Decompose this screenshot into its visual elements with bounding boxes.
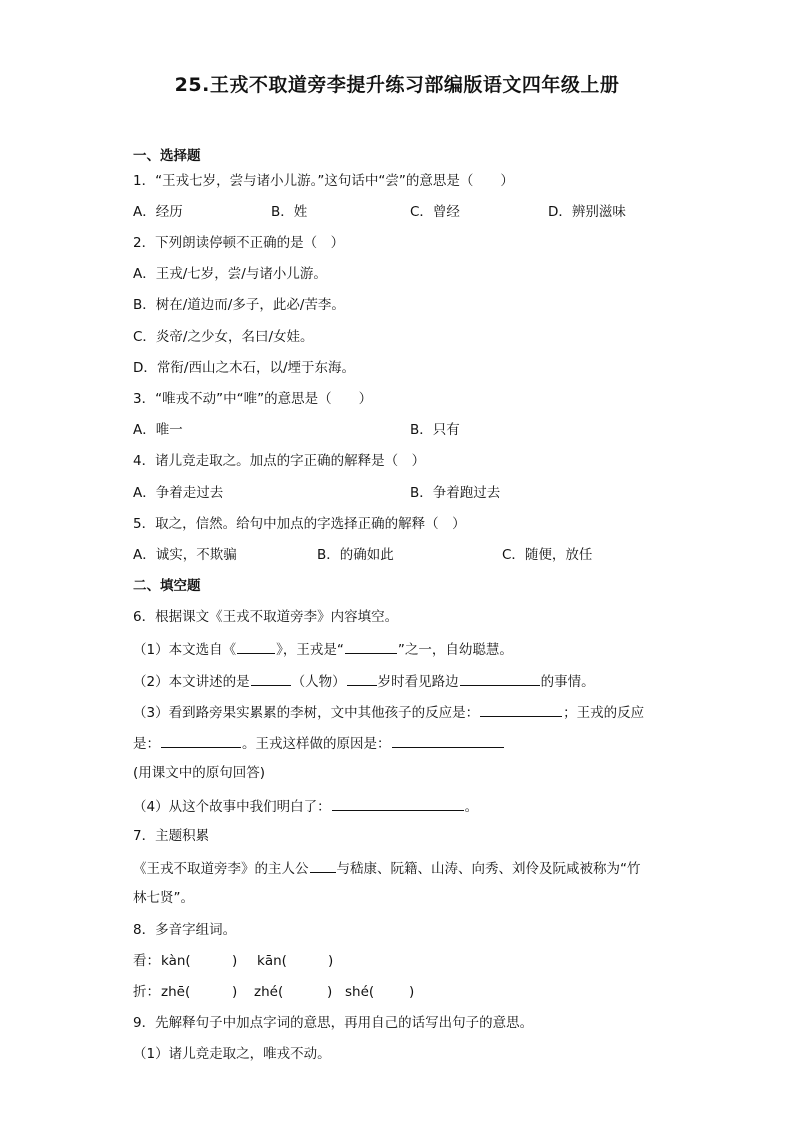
q1-option-a: A．经历 (133, 204, 183, 220)
q6-part1-text-c: ”之一，自幼聪慧。 (397, 642, 513, 658)
q6-blank-event[interactable] (460, 670, 540, 686)
q6-part3-text-c: 是： (133, 736, 160, 752)
q6-part2 (133, 670, 595, 692)
q6-blank-person[interactable] (251, 670, 291, 686)
q6-part2-text-c: 岁时看见路边 (377, 674, 459, 690)
q7-line1 (133, 857, 641, 879)
q8-zhe-close-3: ) (409, 984, 415, 1000)
q4-stem: 4．诸儿竞走取之。加点的字正确的解释是（ ） (133, 453, 426, 469)
q5-stem: 5．取之，信然。给句中加点的字选择正确的解释（ ） (133, 516, 466, 532)
q8-zhe-close-1: ) (232, 984, 238, 1000)
section-heading-fill: 二、填空题 (133, 578, 201, 594)
q4-option-b: B．争着跑过去 (410, 485, 501, 501)
q8-zhe-label: 折： (133, 984, 160, 1000)
q3-option-a: A．唯一 (133, 422, 183, 438)
q2-option-c: C．炎帝/之少女，名曰/女娃。 (133, 329, 314, 345)
q2-option-a: A．王戎/七岁，尝/与诸小儿游。 (133, 266, 327, 282)
q8-stem: 8．多音字组词。 (133, 922, 237, 938)
q8-kan-pinyin-2: kān( (257, 953, 287, 969)
q5-option-a: A．诚实，不欺骗 (133, 547, 237, 563)
q2-stem: 2．下列朗读停顿不正确的是（ ） (133, 235, 345, 251)
q6-part1 (133, 638, 513, 660)
q1-option-d: D．辨别滋味 (548, 204, 626, 220)
q6-blank-age[interactable] (347, 670, 377, 686)
q6-part1-text-b: 》，王戎是“ (276, 642, 344, 658)
q6-blank-wangrong-reaction[interactable] (161, 732, 241, 748)
page-title: 25.王戎不取道旁李提升练习部编版语文四年级上册 (174, 74, 620, 96)
q6-blank-reason[interactable] (392, 732, 504, 748)
q6-part1-text-a: （1）本文选自《 (133, 642, 237, 658)
q8-kan-label: 看： (133, 953, 160, 969)
q6-part2-text-b: （人物） (291, 674, 346, 690)
q6-stem: 6．根据课文《王戎不取道旁李》内容填空。 (133, 609, 399, 625)
q6-part3-text-d: 。王戎这样做的原因是： (242, 736, 391, 752)
q8-zhe-close-2: ) (327, 984, 333, 1000)
q5-option-b: B．的确如此 (317, 547, 394, 563)
q7-line2: 林七贤”。 (133, 890, 194, 906)
q7-blank-protagonist[interactable] (310, 857, 336, 873)
q2-option-b: B．树在/道边而/多子，此必/苦李。 (133, 297, 345, 313)
q2-option-d: D．常衔/西山之木石，以/堙于东海。 (133, 360, 355, 376)
q6-blank-others-reaction[interactable] (480, 701, 562, 717)
q8-kan-close-2: ) (328, 953, 334, 969)
q8-zhe-pinyin-1: zhē( (161, 984, 191, 1000)
q8-zhe-pinyin-2: zhé( (254, 984, 284, 1000)
q6-blank-lesson[interactable] (332, 795, 464, 811)
q6-blank-source[interactable] (237, 638, 275, 654)
q6-part4-text-a: （4）从这个故事中我们明白了： (133, 799, 331, 815)
q6-part3-note: (用课文中的原句回答) (133, 765, 266, 781)
q1-stem: 1．“王戎七岁，尝与诸小儿游。”这句话中“尝”的意思是（ ） (133, 173, 514, 189)
q6-blank-group[interactable] (345, 638, 397, 654)
q6-part4-text-b: 。 (464, 799, 479, 815)
q8-zhe-pinyin-3: shé( (345, 984, 375, 1000)
q3-option-b: B．只有 (410, 422, 460, 438)
q6-part2-text-d: 的事情。 (540, 674, 595, 690)
q9-stem: 9．先解释句子中加点字词的意思，再用自己的话写出句子的意思。 (133, 1015, 534, 1031)
q6-part3-text-a: （3）看到路旁果实累累的李树，文中其他孩子的反应是： (133, 705, 480, 721)
q4-option-a: A．争着走过去 (133, 485, 224, 501)
q6-part4 (133, 795, 478, 817)
q9-part1: （1）诸儿竞走取之，唯戎不动。 (133, 1046, 331, 1062)
q5-option-c: C．随便，放任 (502, 547, 593, 563)
q8-kan-close-1: ) (232, 953, 238, 969)
q6-part2-text-a: （2）本文讲述的是 (133, 674, 250, 690)
q1-option-b: B．姓 (271, 204, 308, 220)
q6-part3-line1 (133, 701, 644, 723)
q3-stem: 3．“唯戎不动”中“唯”的意思是（ ） (133, 391, 373, 407)
q7-text-a: 《王戎不取道旁李》的主人公 (133, 861, 309, 877)
q7-text-b: 与嵇康、阮籍、山涛、向秀、刘伶及阮咸被称为“竹 (336, 861, 641, 877)
q6-part3-line2 (133, 732, 505, 754)
q7-stem: 7．主题积累 (133, 828, 210, 844)
q1-option-c: C．曾经 (410, 204, 460, 220)
q8-kan-pinyin-1: kàn( (161, 953, 191, 969)
section-heading-choice: 一、选择题 (133, 148, 201, 164)
q6-part3-text-b: ；王戎的反应 (563, 705, 645, 721)
